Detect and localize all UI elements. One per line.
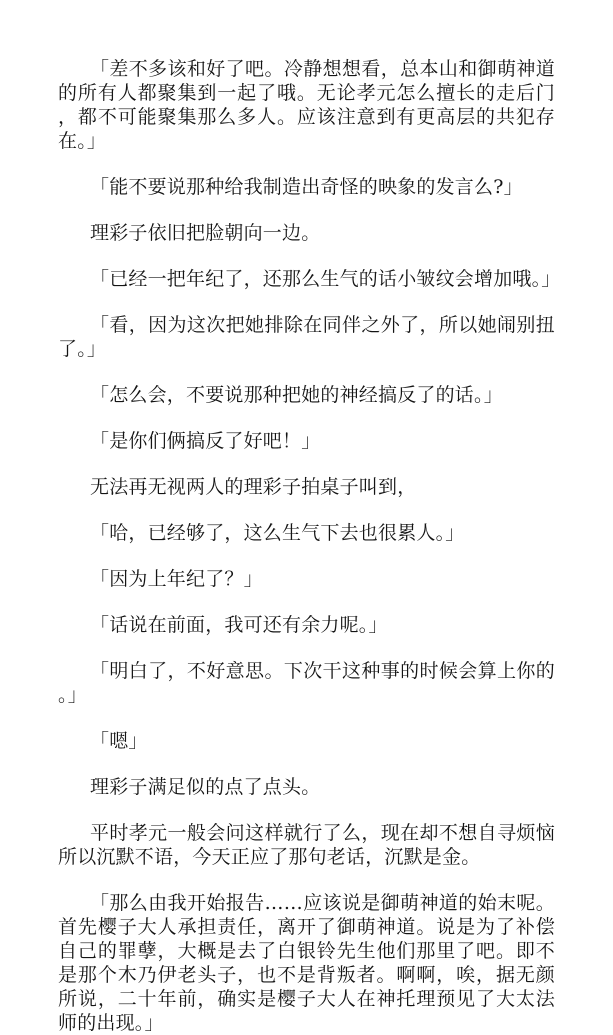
paragraph: 「怎么会，不要说那种把她的神经搞反了的话。」	[90, 384, 503, 406]
paragraph: 「嗯」	[90, 730, 148, 752]
paragraph: 平时孝元一般会问这样就行了么，现在却不想自寻烦恼所以沉默不语，今天正应了那句老话，沉默是金。	[58, 822, 555, 868]
paragraph: 「看，因为这次把她排除在同伴之外了，所以她闹别扭了。」	[58, 314, 555, 360]
paragraph: 「明白了，不好意思。下次干这种事的时候会算上你的。」	[58, 660, 555, 706]
paragraph: 「已经一把年纪了，还那么生气的话小皱纹会增加哦。」	[90, 268, 561, 290]
paragraph: 「话说在前面，我可还有余力呢。」	[90, 614, 388, 636]
paragraph: 「因为上年纪了？」	[90, 568, 263, 590]
paragraph: 理彩子满足似的点了点头。	[90, 776, 321, 798]
paragraph: 无法再无视两人的理彩子拍桌子叫到，	[90, 476, 417, 498]
paragraph: 「那么由我开始报告……应该说是御萌神道的始末呢。首先樱子大人承担责任，离开了御萌神道。说是为了补偿自己的罪孽，大概是去了白银铃先生他们那里了吧。即不是那个木乃伊老头子，也不是背叛者。啊啊，唉，据无颜所说，二十年前，确实是樱子大人在神托理预见了大太法师的出现。」	[58, 892, 555, 1034]
paragraph: 「能不要说那种给我制造出奇怪的映象的发言么?」	[90, 176, 523, 198]
paragraph: 「哈，已经够了，这么生气下去也很累人。」	[90, 522, 465, 544]
paragraph: 「差不多该和好了吧。冷静想想看，总本山和御萌神道的所有人都聚集到一起了哦。无论孝元怎么擅长的走后门，都不可能聚集那么多人。应该注意到有更高层的共犯存在。」	[58, 58, 555, 152]
paragraph: 「是你们俩搞反了好吧！」	[90, 430, 321, 452]
paragraph: 理彩子依旧把脸朝向一边。	[90, 222, 321, 244]
